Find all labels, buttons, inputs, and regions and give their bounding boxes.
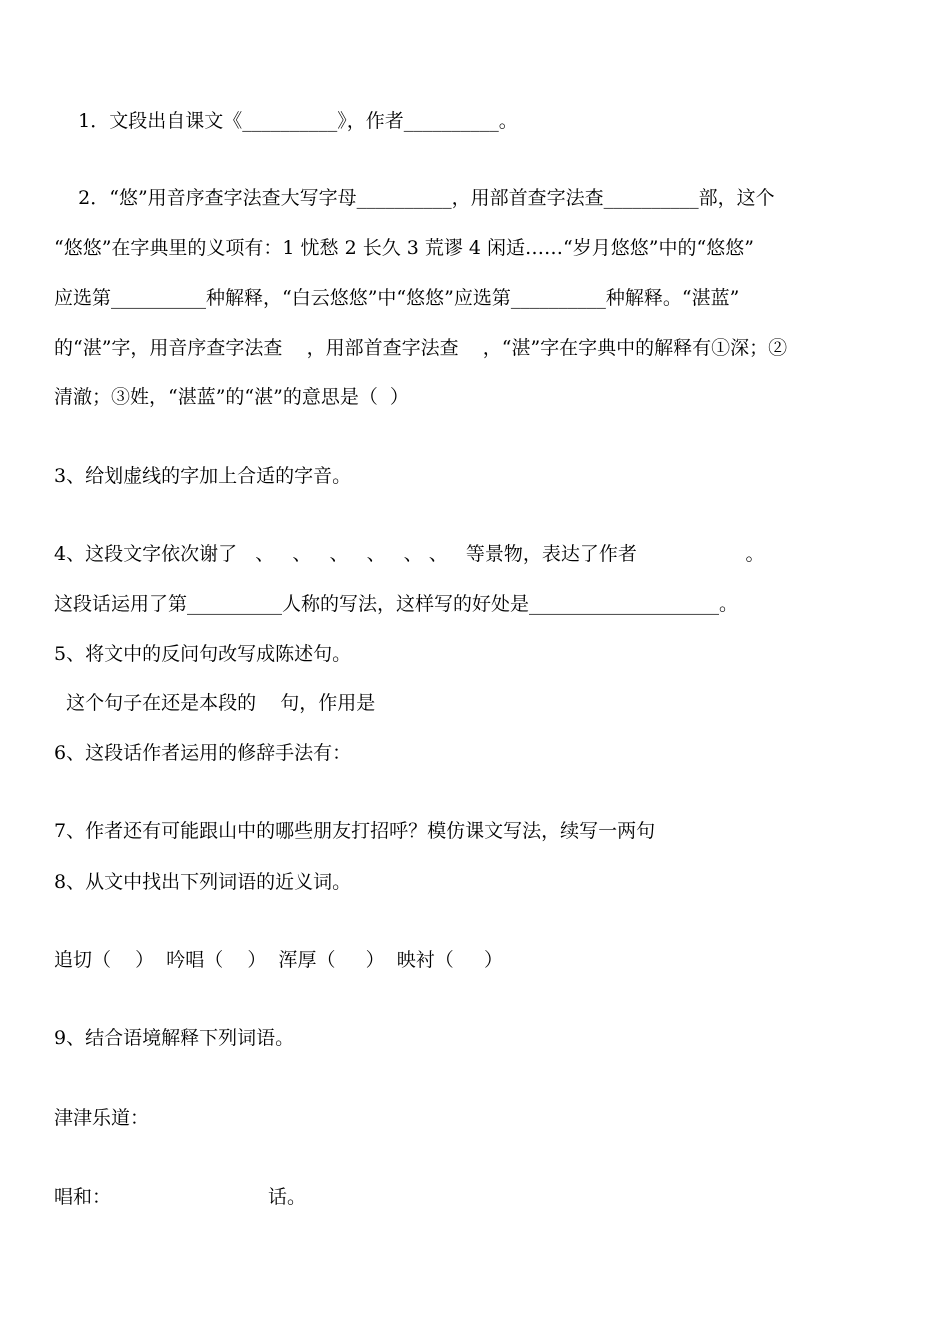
- q2-line-3: 应选第__________种解释，“白云悠悠”中“悠悠”应选第__________种解释。“湛蓝”: [54, 287, 740, 309]
- q2-line-4: 的“湛”字，用音序查字法查 ，用部首查字法查 ，“湛”字在字典中的解释有①深；②: [54, 337, 788, 359]
- q5-line-2: 这个句子在还是本段的 句，作用是: [54, 692, 376, 714]
- q9-line-2: 津津乐道：: [54, 1107, 150, 1129]
- q2-line-2: “悠悠”在字典里的义项有：1 忧愁 2 长久 3 荒谬 4 闲适……“岁月悠悠”中的“悠悠”: [54, 237, 754, 259]
- q9-line-1: 9、结合语境解释下列词语。: [54, 1027, 295, 1049]
- q8-line-2: 追切（ ） 吟唱（ ） 浑厚（ ） 映衬（ ）: [54, 949, 503, 971]
- q2-line-5: 清澈；③姓，“湛蓝”的“湛”的意思是（ ）: [54, 386, 409, 408]
- q4-line-2: 这段话运用了第__________人称的写法，这样写的好处是____________________。: [54, 593, 739, 615]
- q3-line-1: 3、给划虚线的字加上合适的字音。: [54, 465, 352, 487]
- q2-line-1: 2．“悠”用音序查字法查大写字母__________，用部首查字法查__________部，这个: [54, 187, 775, 209]
- q9-line-3: 唱和： 话。: [54, 1186, 307, 1208]
- q5-line-1: 5、将文中的反问句改写成陈述句。: [54, 643, 352, 665]
- q1-line-1: 1．文段出自课文《__________》，作者__________。: [54, 110, 518, 132]
- q7-line-1: 7、作者还有可能跟山中的哪些朋友打招呼？模仿课文写法，续写一两句: [54, 820, 656, 842]
- q8-line-1: 8、从文中找出下列词语的近义词。: [54, 871, 352, 893]
- q6-line-1: 6、这段话作者运用的修辞手法有：: [54, 742, 352, 764]
- q4-line-1: 4、这段文字依次谢了 、 、 、 、 、 、 等景物，表达了作者 。: [54, 543, 765, 565]
